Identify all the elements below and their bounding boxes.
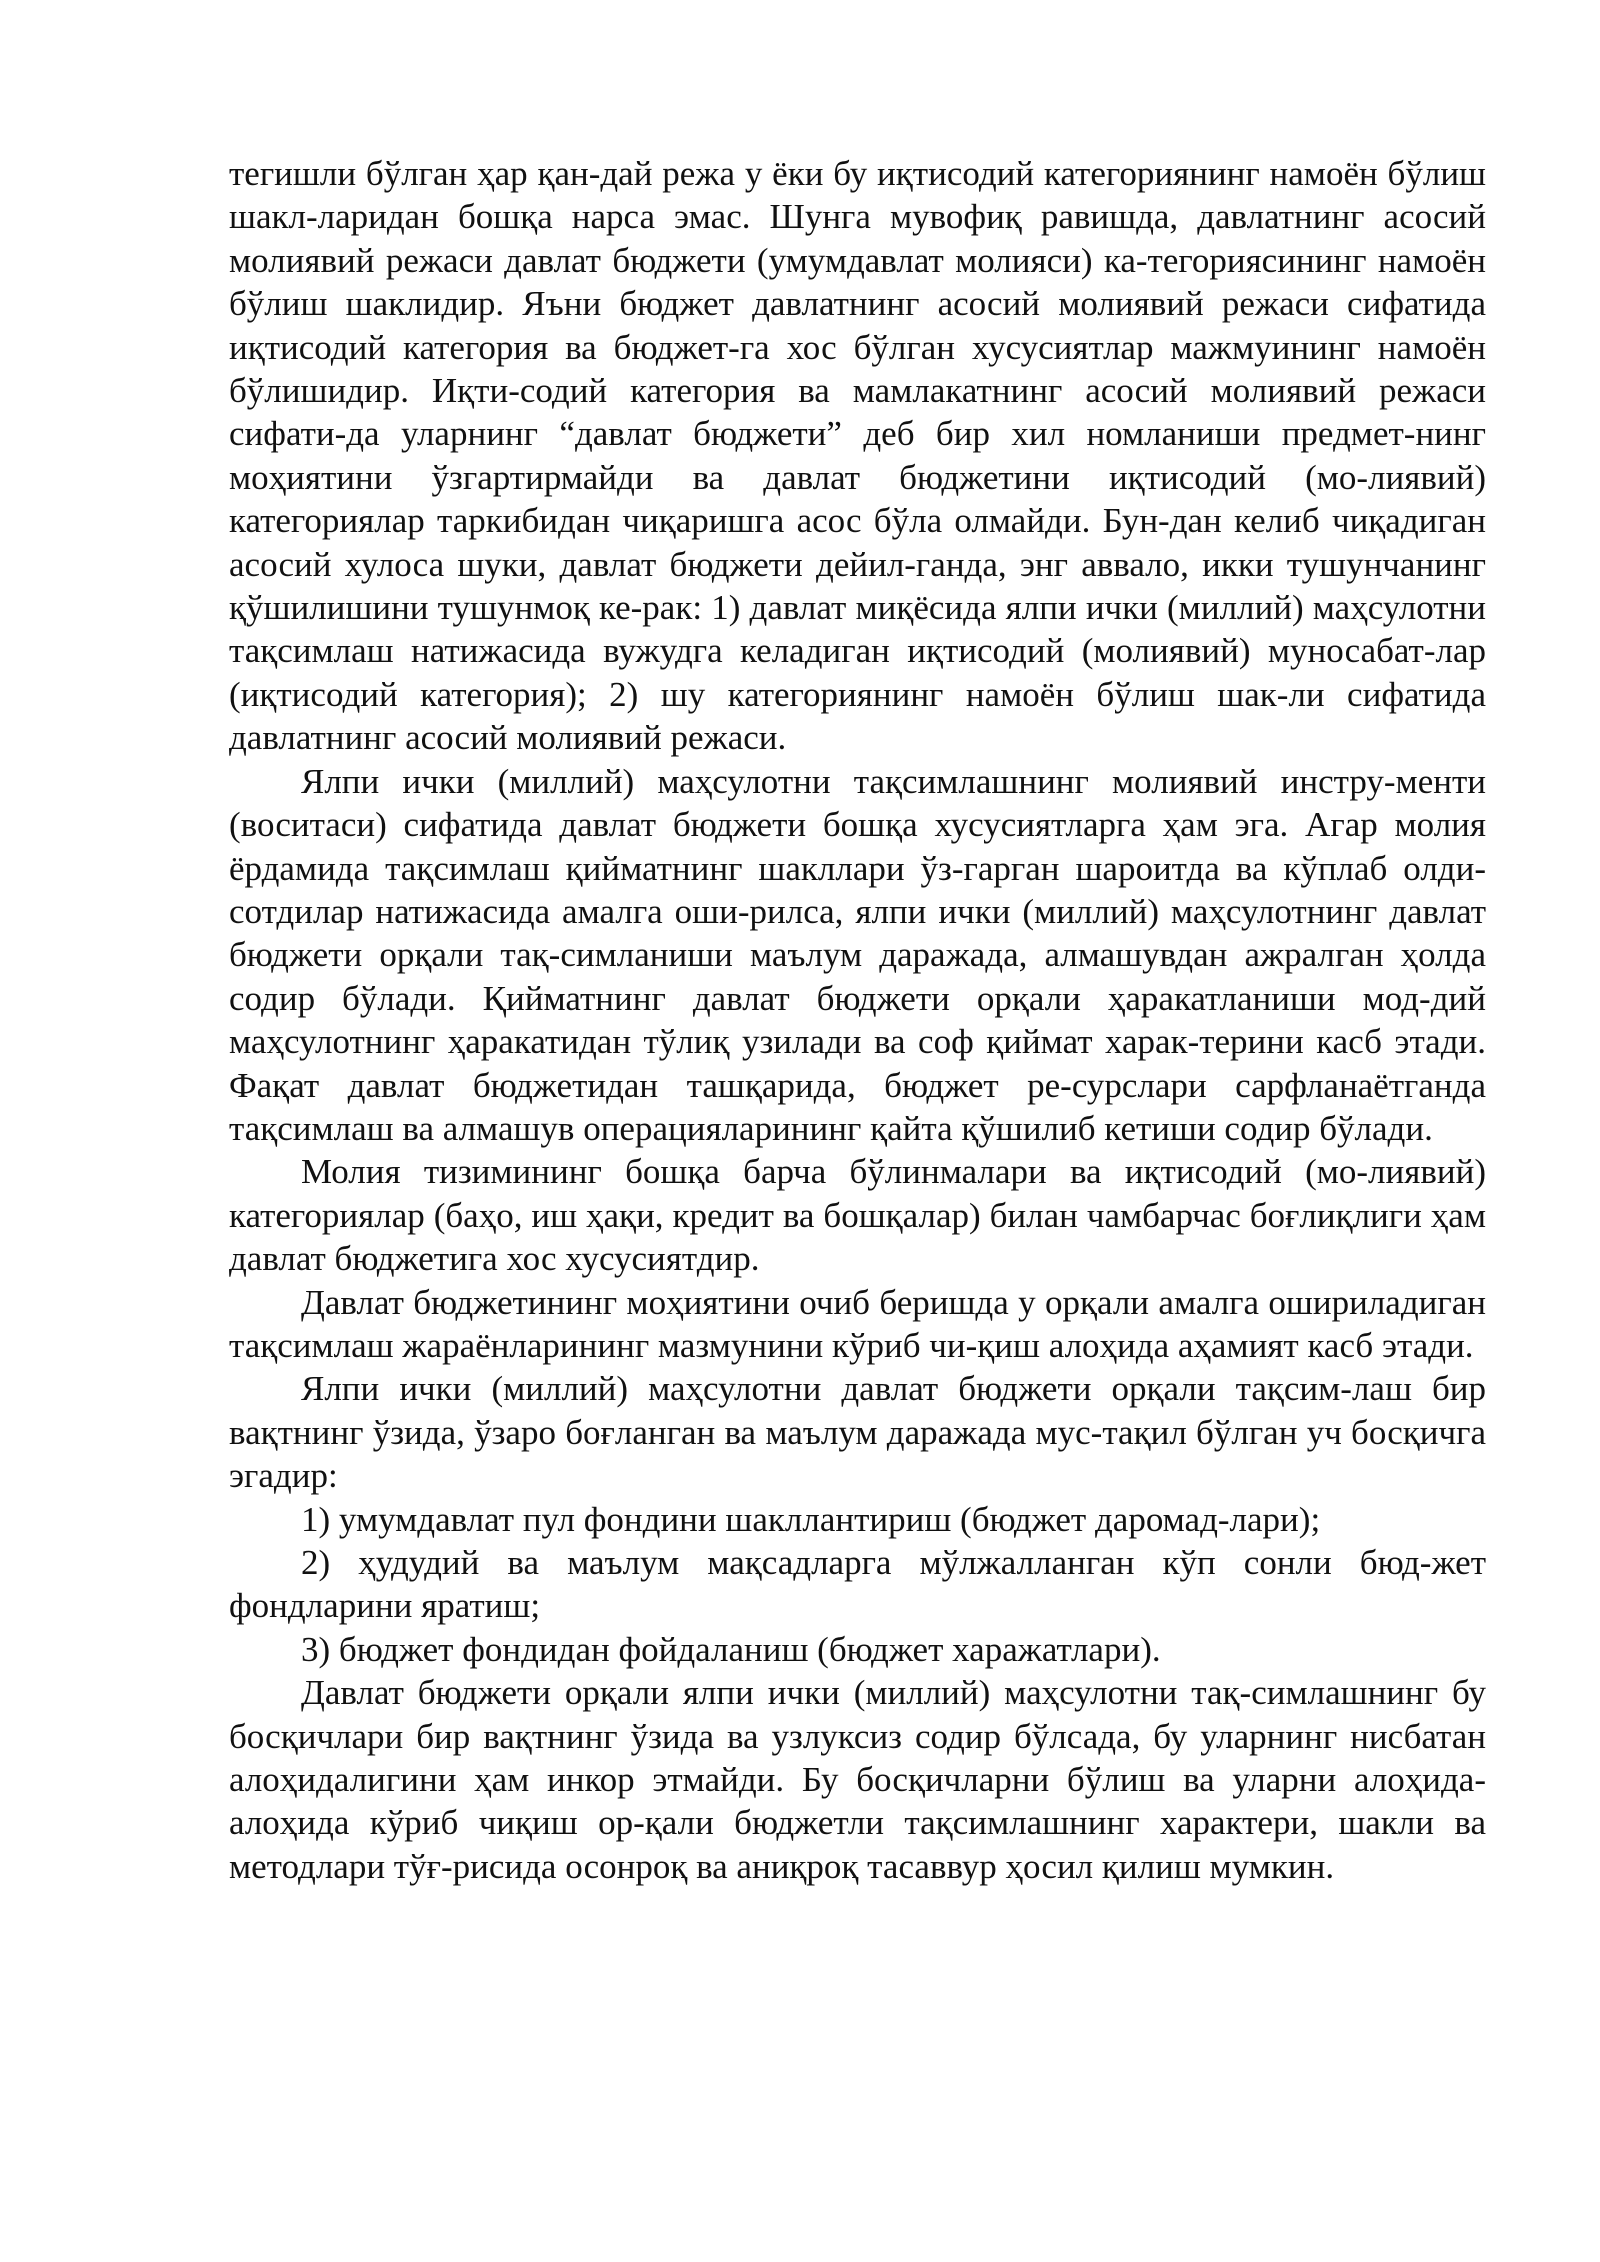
paragraph-3: Молия тизимининг бошқа барча бўлинмалари ва иқтисодий (мо-лиявий) категориялар (баҳо, иш ҳақи, кредит ва бошқалар) билан чамбарчас боғлиқлиги ҳам давлат бюджетига хос хусусиятдир. [229,1152,1486,1279]
paragraph-2: Ялпи ички (миллий) маҳсулотни тақсимлашнинг молиявий инстру-менти (воситаси) сифатида давлат бюджети бошқа хусусиятларга ҳам эга. Агар молия ёрдамида тақсимлаш қийматнинг шакллари ўз-гарган шароитда ва кўплаб олди-сотдилар натижасида амалга оши-рилса, ялпи ички (миллий) маҳсулотнинг давлат бюджети орқали тақ-симланиши маълум даражада, алмашувдан ажралган ҳолда содир бўлади. Қийматнинг давлат бюджети орқали ҳаракатланиши мод-дий маҳсулотнинг ҳаракатидан тўлиқ узилади ва соф қиймат харак-терини касб этади. Фақат давлат бюджетидан ташқарида, бюджет ре-сурслари сарфланаётганда тақсимлаш ва алмашув операцияларининг қайта қўшилиб кетиши содир бўлади. [229,761,1486,1148]
paragraph-1: тегишли бўлган ҳар қан-дай режа у ёки бу иқтисодий категориянинг намоён бўлиш шакл-ларидан бошқа нарса эмас. Шунга мувофиқ равишда, давлатнинг асосий молиявий режаси давлат бюджети (умумдавлат молияси) ка-тегориясининг намоён бўлиш шаклидир. Яъни бюджет давлатнинг асосий молиявий режаси сифатида иқтисодий категория ва бюджет-га хос бўлган хусусиятлар мажмуининг намоён бўлишидир. Иқти-содий категория ва мамлакатнинг асосий молиявий режаси сифати-да уларнинг “давлат бюджети” деб бир хил номланиши предмет-нинг моҳиятини ўзгартирмайди ва давлат бюджетини иқтисодий (мо-лиявий) категориялар таркибидан чиқаришга асос бўла олмайди. Бун-дан келиб чиқадиган асосий хулоса шуки, давлат бюджети дейил-ганда, энг аввало, икки тушунчанинг қўшилишини тушунмоқ ке-рак: 1) давлат миқёсида ялпи ички (миллий) маҳсулотни тақсимлаш натижасида вужудга келадиган иқтисодий (молиявий) муносабат-лар (иқтисодий категория); 2) шу категориянинг намоён бўлиш шак-ли сифатида давлатнинг асосий молиявий режаси. [229,154,1486,758]
list-item-1: 1) умумдавлат пул фондини шакллантириш (бюджет даромад-лари); [301,1499,1321,1539]
paragraph-5: Ялпи ички (миллий) маҳсулотни давлат бюджети орқали тақсим-лаш бир вақтнинг ўзида, ўзаро боғланган ва маълум даражада мус-тақил бўлган уч босқичга эгадир: [229,1369,1486,1496]
list-item-3: 3) бюджет фондидан фойдаланиш (бюджет харажатлари). [301,1629,1161,1669]
paragraph-6: Давлат бюджети орқали ялпи ички (миллий) маҳсулотни тақ-симлашнинг бу босқичлари бир вақтнинг ўзида ва узлуксиз содир бўлсада, бу уларнинг нисбатан алоҳидалигини ҳам инкор этмайди. Бу босқичларни бўлиш ва уларни алоҳида-алоҳида кўриб чиқиш ор-қали бюджетли тақсимлашнинг характери, шакли ва методлари тўғ-рисида осонроқ ва аниқроқ тасаввур ҳосил қилиш мумкин. [229,1673,1486,1886]
list-item-2: 2) ҳудудий ва маълум мақсадларга мўлжалланган кўп сонли бюд-жет фондларини яратиш; [229,1543,1486,1626]
document-body [229,152,1486,1888]
paragraph-4: Давлат бюджетининг моҳиятини очиб беришда у орқали амалга ошириладиган тақсимлаш жараёнларининг мазмунини кўриб чи-қиш алоҳида аҳамият касб этади. [229,1282,1486,1365]
